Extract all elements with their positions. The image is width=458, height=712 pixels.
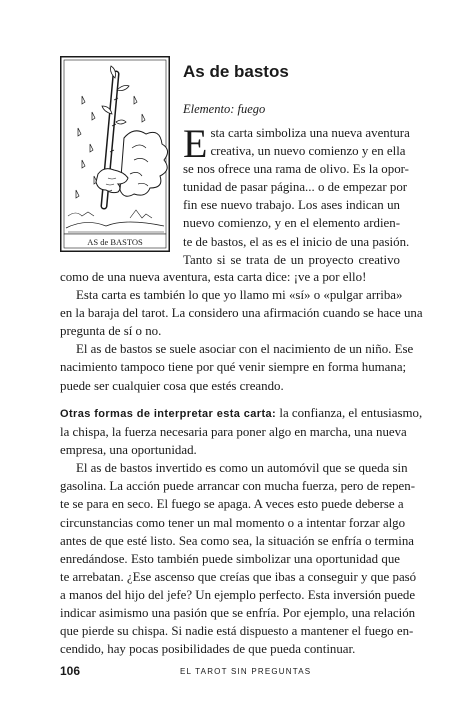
intro-paragraph xyxy=(183,121,410,269)
intro-line: se nos ofrece una rama de olivo. Es la opor- xyxy=(183,162,409,177)
other-interpretations-label: Otras formas de interpretar esta carta: xyxy=(60,408,277,420)
body-line: enredándose. Esto también puede simbolizar una oportunidad que xyxy=(60,551,400,566)
intro-line: creativa, un nuevo comienzo y en ella xyxy=(210,144,406,159)
other-first-line-text: la confianza, el entusiasmo, xyxy=(279,406,423,420)
body-line: como de una nueva aventura, esta carta dice: ¡ve a por ello! xyxy=(60,270,367,284)
intro-line: te de bastos, el as es el inicio de una pasión. xyxy=(183,234,410,249)
body-line: Esta carta es también lo que yo llamo mi «sí» o «pulgar arriba» xyxy=(76,288,403,303)
page-number: 106 xyxy=(60,664,81,678)
ace-of-wands-card-illustration xyxy=(60,56,170,252)
intro-line: fin ese nuevo trabajo. Los ases indican un xyxy=(183,198,400,213)
body-line: El as de bastos invertido es como un automóvil que se queda sin xyxy=(76,461,408,476)
body-line: en la baraja del tarot. La considero una afirmación cuando se hace una xyxy=(60,306,423,321)
intro-line: sta carta simboliza una nueva aventura xyxy=(210,126,410,140)
body-line: nacimiento tampoco tiene por qué venir siempre en forma humana; xyxy=(60,360,407,375)
body-line: cendido, hay pocas posibilidades de que pueda continuar. xyxy=(60,642,356,657)
body-line: indicar asimismo una pasión que se enfría. Por ejemplo, una relación xyxy=(60,606,416,621)
body-line: puede ser cualquier cosa que estés creando. xyxy=(60,378,284,393)
card-caption: AS de BASTOS xyxy=(87,237,143,247)
body-line: El as de bastos se suele asociar con el nacimiento de un niño. Ese xyxy=(76,342,414,357)
other-first-line xyxy=(60,404,423,423)
other-interpretations-section xyxy=(60,404,423,658)
body-line: a manos del hijo del jefe? Un ejemplo perfecto. Esta inversión puede xyxy=(60,587,416,602)
body-line: gasolina. La acción puede arrancar con mucha fuerza, pero de repen- xyxy=(60,479,416,494)
body-line: circunstancias como tener un mal momento o a intentar forzar algo xyxy=(60,515,406,530)
body-text-a xyxy=(60,268,423,395)
body-line: antes de que esté listo. Sea como sea, la situación se enfría o termina xyxy=(60,533,415,548)
body-line: la chispa, la fuerza necesaria para poner algo en marcha, una nueva xyxy=(60,425,407,440)
section-heading: As de bastos xyxy=(183,62,289,81)
element-label: Elemento: fuego xyxy=(183,102,266,116)
body-line: te arrebatan. ¿Ese ascenso que creías que ibas a conseguir y que pasó xyxy=(60,569,417,584)
tarot-card-image xyxy=(60,56,170,252)
drop-cap: E xyxy=(183,121,208,166)
body-line: te se para en seco. El fuego se apaga. A veces esto puede deberse a xyxy=(60,497,404,512)
running-footer-title: EL TAROT SIN PREGUNTAS xyxy=(180,667,312,676)
body-line: empresa, una oportunidad. xyxy=(60,443,197,458)
intro-line: tunidad de pasar página... o de empezar por xyxy=(183,180,408,195)
intro-line: Tanto si se trata de un proyecto creativo xyxy=(183,252,400,267)
body-line: pregunta de sí o no. xyxy=(60,324,162,339)
intro-line: nuevo comienzo, y en el elemento ardien- xyxy=(183,216,400,231)
body-line: que pierde su chispa. Si nadie está dispuesto a mantener el fuego en- xyxy=(60,624,414,639)
